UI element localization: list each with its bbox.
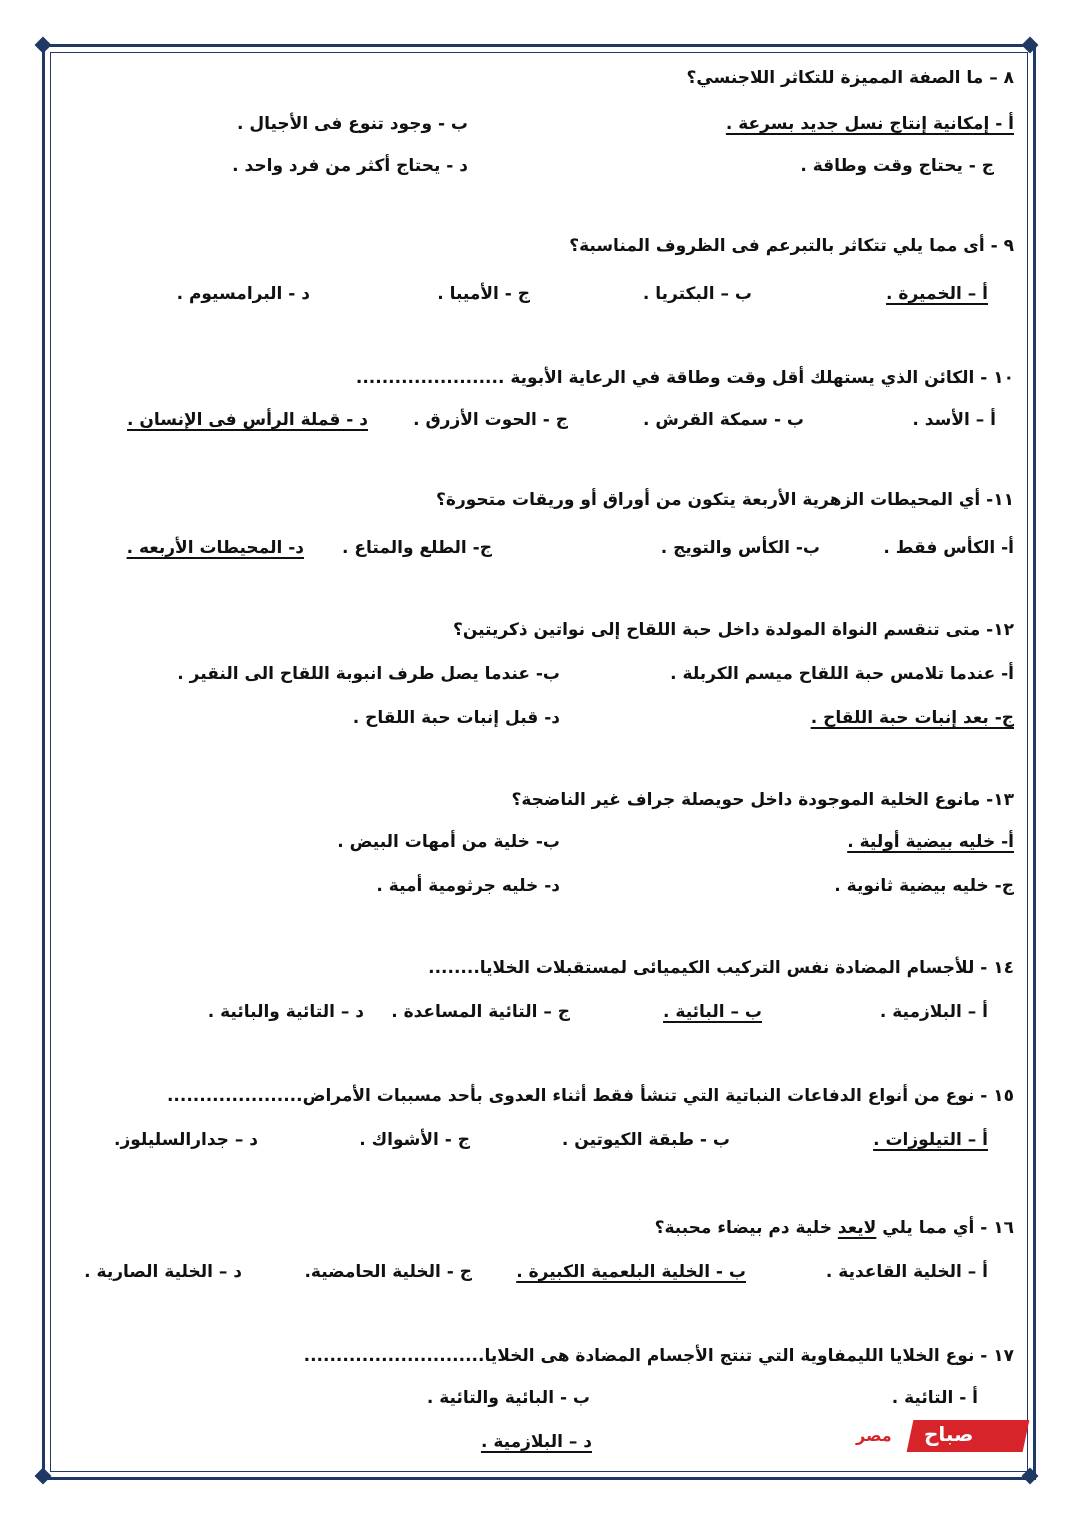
q15-option-a[interactable]: أ – التيلوزات . bbox=[873, 1130, 988, 1150]
q8-option-d[interactable]: د - يحتاج أكثر من فرد واحد . bbox=[232, 156, 468, 176]
q12-option-b[interactable]: ب- عندما يصل طرف انبوبة اللقاح الى النقير . bbox=[177, 664, 560, 684]
q13-option-b[interactable]: ب- خلية من أمهات البيض . bbox=[337, 832, 560, 852]
q12-option-c[interactable]: ج- بعد إنبات حبة اللقاح . bbox=[810, 708, 1014, 728]
q8-option-a[interactable]: أ - إمكانية إنتاج نسل جديد بسرعة . bbox=[725, 114, 1014, 134]
q16-option-d[interactable]: د – الخلية الصارية . bbox=[84, 1262, 242, 1282]
question-16-suffix: خلية دم بيضاء محببة؟ bbox=[654, 1218, 838, 1238]
q11-option-c[interactable]: ج- الطلع والمتاع . bbox=[342, 538, 492, 558]
site-logo bbox=[852, 1416, 1028, 1456]
question-9: ٩ - أى مما يلي تتكاثر بالتبرعم فى الظروف المناسبة؟ bbox=[569, 236, 1014, 256]
q11-option-a[interactable]: أ- الكأس فقط . bbox=[883, 538, 1014, 558]
question-16 bbox=[655, 1218, 1014, 1238]
q14-option-a[interactable]: أ – البلازمية . bbox=[879, 1002, 988, 1022]
q9-option-d[interactable]: د - البرامسيوم . bbox=[176, 284, 310, 304]
q9-option-b[interactable]: ب – البكتريا . bbox=[642, 284, 752, 304]
q10-option-c[interactable]: ج - الحوت الأزرق . bbox=[413, 410, 568, 430]
q13-option-d[interactable]: د- خليه جرثومية أمية . bbox=[376, 876, 560, 896]
q12-option-a[interactable]: أ- عندما تلامس حبة اللقاح ميسم الكربلة . bbox=[670, 664, 1014, 684]
q14-option-d[interactable]: د – التائية والبائية . bbox=[207, 1002, 364, 1022]
q16-option-a[interactable]: أ – الخلية القاعدية . bbox=[825, 1262, 988, 1282]
logo-sub-text: مصر bbox=[856, 1426, 892, 1445]
question-15: ١٥ - نوع من أنواع الدفاعات النباتية التي تنشأ فقط أثناء العدوى بأحد مسببات الأمراض..................... bbox=[166, 1086, 1014, 1106]
question-13: ١٣- مانوع الخلية الموجودة داخل حويصلة جراف غير الناضجة؟ bbox=[511, 790, 1014, 810]
question-16-prefix: ١٦ - أي مما يلي bbox=[876, 1218, 1014, 1238]
q15-option-c[interactable]: ج - الأشواك . bbox=[359, 1130, 470, 1150]
question-8: ٨ – ما الصفة المميزة للتكاثر اللاجنسي؟ bbox=[686, 68, 1014, 88]
q14-option-c[interactable]: ج – التائية المساعدة . bbox=[391, 1002, 570, 1022]
q15-option-b[interactable]: ب - طبقة الكيوتين . bbox=[561, 1130, 730, 1150]
q9-option-c[interactable]: ج - الأميبا . bbox=[437, 284, 530, 304]
q14-option-b[interactable]: ب – البائية . bbox=[663, 1002, 762, 1022]
q13-option-c[interactable]: ج- خليه بيضية ثانوية . bbox=[834, 876, 1014, 896]
q17-option-b[interactable]: ب - البائية والتائية . bbox=[426, 1388, 590, 1408]
q11-option-d[interactable]: د- المحيطات الأربعه . bbox=[126, 538, 304, 558]
q9-option-a[interactable]: أ – الخميرة . bbox=[886, 284, 988, 304]
question-11: ١١- أي المحيطات الزهرية الأربعة يتكون من أوراق أو وريقات متحورة؟ bbox=[436, 490, 1014, 510]
question-16-emphasis: لايعد bbox=[837, 1218, 877, 1238]
q10-option-d[interactable]: د - قملة الرأس فى الإنسان . bbox=[127, 410, 368, 430]
q13-option-a[interactable]: أ- خليه بيضية أولية . bbox=[847, 832, 1014, 852]
q11-option-b[interactable]: ب- الكأس والتويج . bbox=[660, 538, 820, 558]
q17-option-d[interactable]: د – البلازمية . bbox=[480, 1432, 592, 1452]
q10-option-a[interactable]: أ – الأسد . bbox=[912, 410, 996, 430]
q16-option-b[interactable]: ب - الخلية البلعمية الكبيرة . bbox=[516, 1262, 746, 1282]
q17-option-a[interactable]: أ - التائية . bbox=[891, 1388, 978, 1408]
question-12: ١٢- متى تنقسم النواة المولدة داخل حبة اللقاح إلى نواتين ذكريتين؟ bbox=[452, 620, 1014, 640]
question-10: ١٠ - الكائن الذي يستهلك أقل وقت وطاقة في الرعاية الأبوية ....................... bbox=[355, 368, 1014, 388]
question-17: ١٧ - نوع الخلايا الليمفاوية التي تنتج الأجسام المضادة هى الخلايا............................ bbox=[303, 1346, 1014, 1366]
q12-option-d[interactable]: د- قبل إنبات حبة اللقاح . bbox=[352, 708, 560, 728]
page-border-inner bbox=[50, 52, 1028, 1472]
q8-option-c[interactable]: ج - يحتاج وقت وطاقة . bbox=[800, 156, 994, 176]
logo-main-text: صباح bbox=[924, 1422, 974, 1446]
q15-option-d[interactable]: د – جدارالسليلوز. bbox=[114, 1130, 258, 1150]
q8-option-b[interactable]: ب - وجود تنوع فى الأجيال . bbox=[236, 114, 468, 134]
question-14: ١٤ - للأجسام المضادة نفس التركيب الكيميائى لمستقبلات الخلايا........ bbox=[428, 958, 1014, 978]
q10-option-b[interactable]: ب - سمكة القرش . bbox=[642, 410, 804, 430]
q16-option-c[interactable]: ج - الخلية الحامضية. bbox=[304, 1262, 472, 1282]
